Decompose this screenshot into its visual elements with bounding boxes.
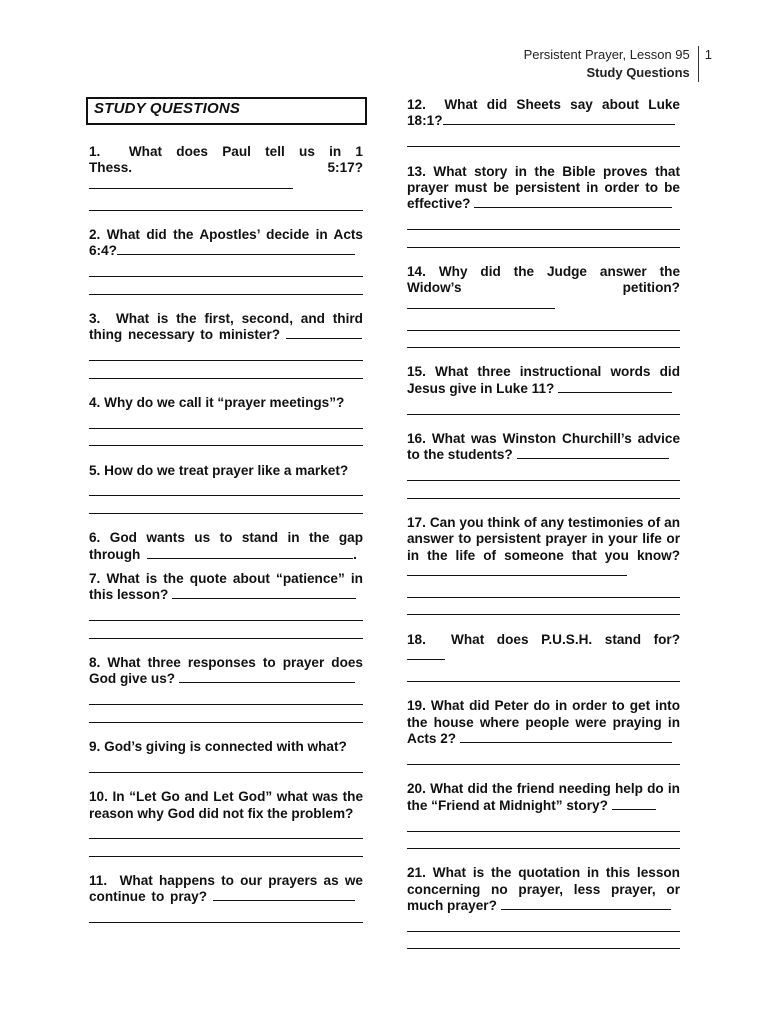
answer-line[interactable] <box>407 832 680 849</box>
question-number: 8. <box>89 654 101 670</box>
question-9 <box>89 739 363 773</box>
answer-blank[interactable] <box>501 899 671 910</box>
question-20 <box>407 781 680 849</box>
question-number: 4. <box>89 394 101 410</box>
question-10 <box>89 789 363 857</box>
answer-line[interactable] <box>407 598 680 615</box>
question-11 <box>89 873 363 923</box>
question-3 <box>89 311 363 379</box>
question-13 <box>407 164 680 248</box>
question-text: What story in the Bible proves that prayer must be persistent in order to be effective? <box>407 163 681 212</box>
question-18 <box>407 632 680 682</box>
question-8 <box>89 655 363 723</box>
page-number: 1 <box>698 46 712 82</box>
answer-line[interactable] <box>89 755 363 772</box>
question-text: What was Winston Churchill’s advice to the students? <box>407 430 681 463</box>
answer-line[interactable] <box>407 932 680 949</box>
question-16 <box>407 431 680 499</box>
question-text: What three instructional words did Jesus give in Luke 11? <box>407 364 681 396</box>
answer-line[interactable] <box>407 230 680 247</box>
question-7 <box>89 571 363 639</box>
question-text: What did the Apostles’ decide in Acts 6:4? <box>89 227 363 259</box>
header-subtitle: Study Questions <box>586 65 690 80</box>
answer-line[interactable] <box>89 429 363 446</box>
question-number: 20. <box>407 781 426 797</box>
answer-blank[interactable] <box>612 799 656 810</box>
answer-blank[interactable] <box>117 244 355 255</box>
answer-blank[interactable] <box>286 328 362 339</box>
answer-blank[interactable] <box>89 178 293 189</box>
question-17 <box>407 515 680 615</box>
question-text: What did Sheets say about Luke 18:1? <box>407 97 680 129</box>
answer-blank[interactable] <box>558 382 672 393</box>
answer-line[interactable] <box>407 464 680 481</box>
header-title: Persistent Prayer, Lesson 95 <box>523 47 690 62</box>
answer-blank[interactable] <box>474 197 672 208</box>
question-number: 2. <box>89 227 101 242</box>
question-text: What does P.U.S.H. stand for? <box>451 631 681 647</box>
question-text: What is the quotation in this lesson concerning no prayer, less prayer, or much prayer? <box>407 865 680 914</box>
question-number: 9. <box>89 738 101 754</box>
answer-line[interactable] <box>407 814 680 831</box>
question-number: 11. <box>89 873 108 889</box>
question-text: God’s giving is connected with what? <box>104 738 347 754</box>
question-number: 7. <box>89 570 101 586</box>
question-number: 1. <box>89 144 101 159</box>
answer-line[interactable] <box>89 705 363 722</box>
section-title: STUDY QUESTIONS <box>94 100 241 117</box>
question-text: Why did the Judge answer the Widow’s petition? <box>407 263 681 296</box>
question-15 <box>407 364 680 414</box>
answer-blank[interactable] <box>179 672 355 683</box>
answer-line[interactable] <box>89 411 363 428</box>
question-text: What does Paul tell us in 1 Thess. 5:17? <box>89 144 363 176</box>
right-column <box>407 97 680 949</box>
answer-line[interactable] <box>407 213 680 230</box>
question-number: 5. <box>89 462 101 478</box>
left-column <box>89 97 363 923</box>
answer-line[interactable] <box>407 130 680 147</box>
answer-blank[interactable] <box>407 565 627 576</box>
question-19 <box>407 698 680 765</box>
answer-line[interactable] <box>407 748 680 765</box>
question-number: 3. <box>89 310 101 326</box>
answer-line[interactable] <box>407 481 680 498</box>
answer-line[interactable] <box>89 193 363 210</box>
question-number: 13. <box>407 163 426 179</box>
answer-line[interactable] <box>89 344 363 361</box>
answer-line[interactable] <box>89 260 363 277</box>
question-text: What did Peter do in order to get into the house where people were praying in Acts 2? <box>407 698 680 747</box>
question-number: 15. <box>407 364 426 380</box>
question-5 <box>89 463 363 514</box>
question-text: In “Let Go and Let God” what was the reason why God did not fix the problem? <box>89 789 364 821</box>
question-text: What happens to our prayers as we continue to pray? <box>89 873 363 905</box>
answer-blank[interactable] <box>407 649 445 660</box>
question-text: What did the friend needing help do in the “Friend at Midnight” story? <box>407 781 680 813</box>
answer-blank[interactable] <box>407 298 555 309</box>
question-number: 18. <box>407 631 426 647</box>
answer-line[interactable] <box>407 665 680 682</box>
page-header <box>524 46 712 82</box>
question-4 <box>89 395 363 446</box>
answer-blank[interactable] <box>443 114 675 125</box>
answer-blank[interactable] <box>147 548 353 559</box>
section-title-box <box>86 97 367 125</box>
question-14 <box>407 264 680 348</box>
question-text: God wants us to stand in the gap through <box>89 530 363 562</box>
header-text <box>524 46 698 82</box>
question-6 <box>89 530 363 563</box>
question-number: 10. <box>89 789 108 805</box>
question-number: 14. <box>407 263 426 279</box>
question-number: 21. <box>407 865 426 881</box>
question-number: 17. <box>407 514 426 530</box>
answer-line[interactable] <box>89 496 363 513</box>
answer-line[interactable] <box>407 915 680 932</box>
question-text: What is the first, second, and third thing necessary to minister? <box>89 310 363 343</box>
question-text: Why do we call it “prayer meetings”? <box>104 394 345 410</box>
answer-line[interactable] <box>89 822 363 839</box>
answer-blank[interactable] <box>172 588 356 599</box>
answer-line[interactable] <box>89 621 363 638</box>
answer-line[interactable] <box>89 277 363 294</box>
answer-line[interactable] <box>407 313 680 330</box>
answer-line[interactable] <box>89 688 363 705</box>
answer-line[interactable] <box>407 397 680 414</box>
question-12 <box>407 97 680 147</box>
question-number: 16. <box>407 430 426 446</box>
question-number: 19. <box>407 698 426 714</box>
question-2 <box>89 227 363 295</box>
answer-blank[interactable] <box>517 448 669 459</box>
question-number: 12. <box>407 97 426 112</box>
answer-line[interactable] <box>89 361 363 378</box>
answer-line[interactable] <box>89 839 363 856</box>
question-trailing: . <box>353 546 357 562</box>
answer-line[interactable] <box>407 331 680 348</box>
answer-line[interactable] <box>89 479 363 496</box>
question-text: What three responses to prayer does God give us? <box>89 654 363 687</box>
answer-blank[interactable] <box>460 732 672 743</box>
question-text: What is the quote about “patience” in this lesson? <box>89 570 363 603</box>
question-1 <box>89 144 363 211</box>
question-text: Can you think of any testimonies of an answer to persistent prayer in your life or in the life of someone that you know? <box>407 514 681 563</box>
question-text: How do we treat prayer like a market? <box>104 462 349 478</box>
question-number: 6. <box>89 530 101 546</box>
answer-line[interactable] <box>89 906 363 923</box>
answer-line[interactable] <box>89 604 363 621</box>
answer-blank[interactable] <box>213 890 355 901</box>
question-21 <box>407 865 680 949</box>
answer-line[interactable] <box>407 581 680 598</box>
